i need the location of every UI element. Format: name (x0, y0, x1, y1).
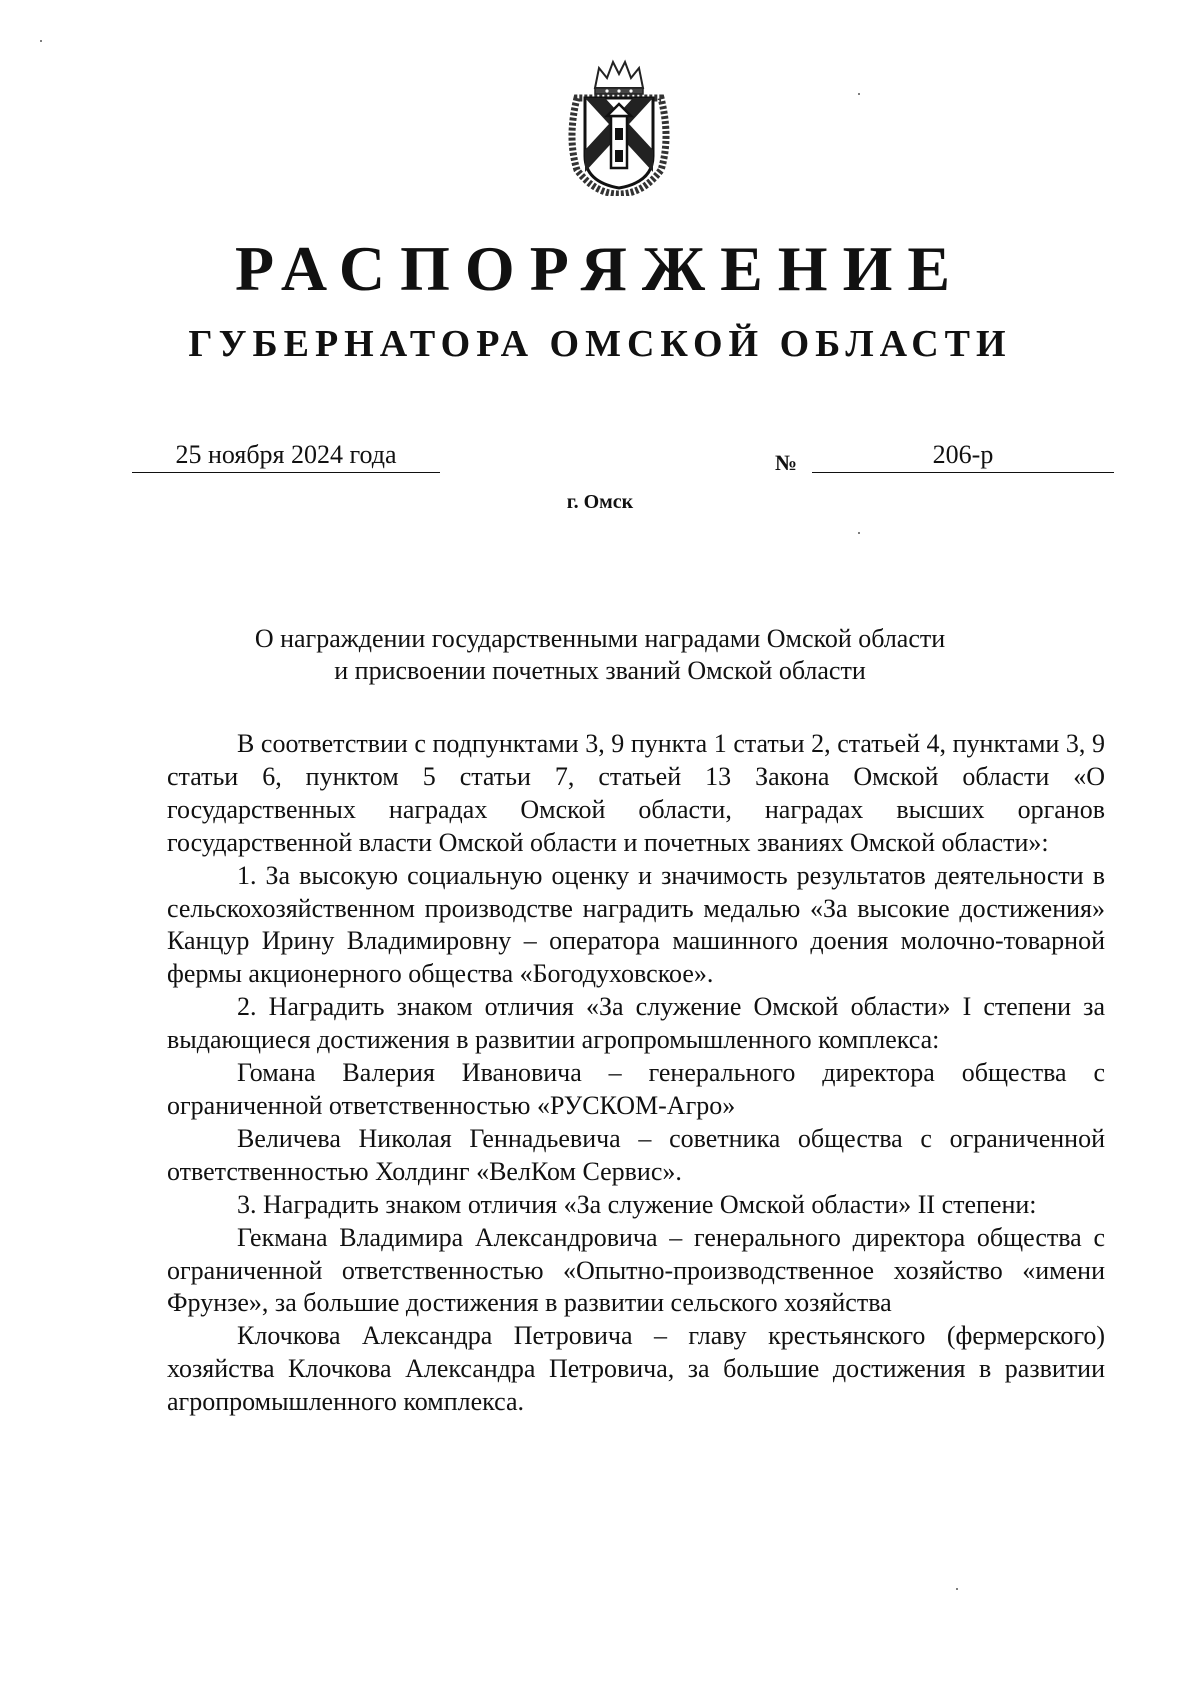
scan-speck (956, 1588, 958, 1590)
item-2-person-2-paragraph: Величева Николая Геннадьевича – советника общества с ограниченной ответственностью Холдинг «ВелКом Сервис». (167, 1123, 1105, 1186)
number-label: № (775, 450, 798, 475)
preamble-paragraph: В соответствии с подпунктами 3, 9 пункта 1 статьи 2, статьей 4, пунктами 3, 9 статьи 6, пунктом 5 статьи 7, статьей 13 Закона Омской области «О государственных наградах Омской области, наградах высших органов государственной власти Омской области и почетных званиях Омской области»: (167, 729, 1105, 857)
document-subtitle: ГУБЕРНАТОРА ОМСКОЙ ОБЛАСТИ (188, 323, 1012, 365)
item-3-intro-paragraph: 3. Наградить знаком отличия «За служение Омской области» II степени: (237, 1189, 1037, 1219)
document-body (167, 728, 1105, 1419)
scan-speck (858, 532, 860, 534)
item-1-paragraph: 1. За высокую социальную оценку и значимость результатов деятельности в сельскохозяйственном производстве наградить медалью «За высокие достижения» Канцур Ирину Владимировну – оператора машинного доения молочно-товарной фермы акционерного общества «Богодуховское». (167, 860, 1105, 989)
scan-speck (858, 93, 860, 95)
item-2-person-1-paragraph: Гомана Валерия Ивановича – генерального директора общества с ограниченной ответственностью «РУСКОМ-Агро» (167, 1058, 1105, 1120)
document-subject (0, 623, 1200, 687)
subject-line-2: и присвоении почетных званий Омской области (334, 656, 866, 685)
omsk-coat-of-arms-emblem (565, 58, 673, 196)
document-title: РАСПОРЯЖЕНИЕ (234, 233, 966, 304)
subject-line-1: О награждении государственными наградами Омской области (254, 624, 946, 653)
item-3-person-2-paragraph: Клочкова Александра Петровича – главу крестьянского (фермерского) хозяйства Клочкова Александра Петровича, за большие достижения в развитии агропромышленного комплекса. (167, 1321, 1105, 1417)
document-date: 25 ноября 2024 года (132, 440, 440, 473)
document-number: 206-р (812, 440, 1114, 473)
scan-speck (40, 40, 42, 42)
item-3-person-1-paragraph: Гекмана Владимира Александровича – генерального директора общества с ограниченной ответственностью «Опытно-производственное хозяйство «имени Фрунзе», за большие достижения в развитии сельского хозяйства (167, 1222, 1105, 1318)
document-city: г. Омск (566, 491, 634, 513)
item-2-intro-paragraph: 2. Наградить знаком отличия «За служение Омской области» I степени за выдающиеся достижения в развитии агропромышленного комплекса: (167, 992, 1105, 1055)
